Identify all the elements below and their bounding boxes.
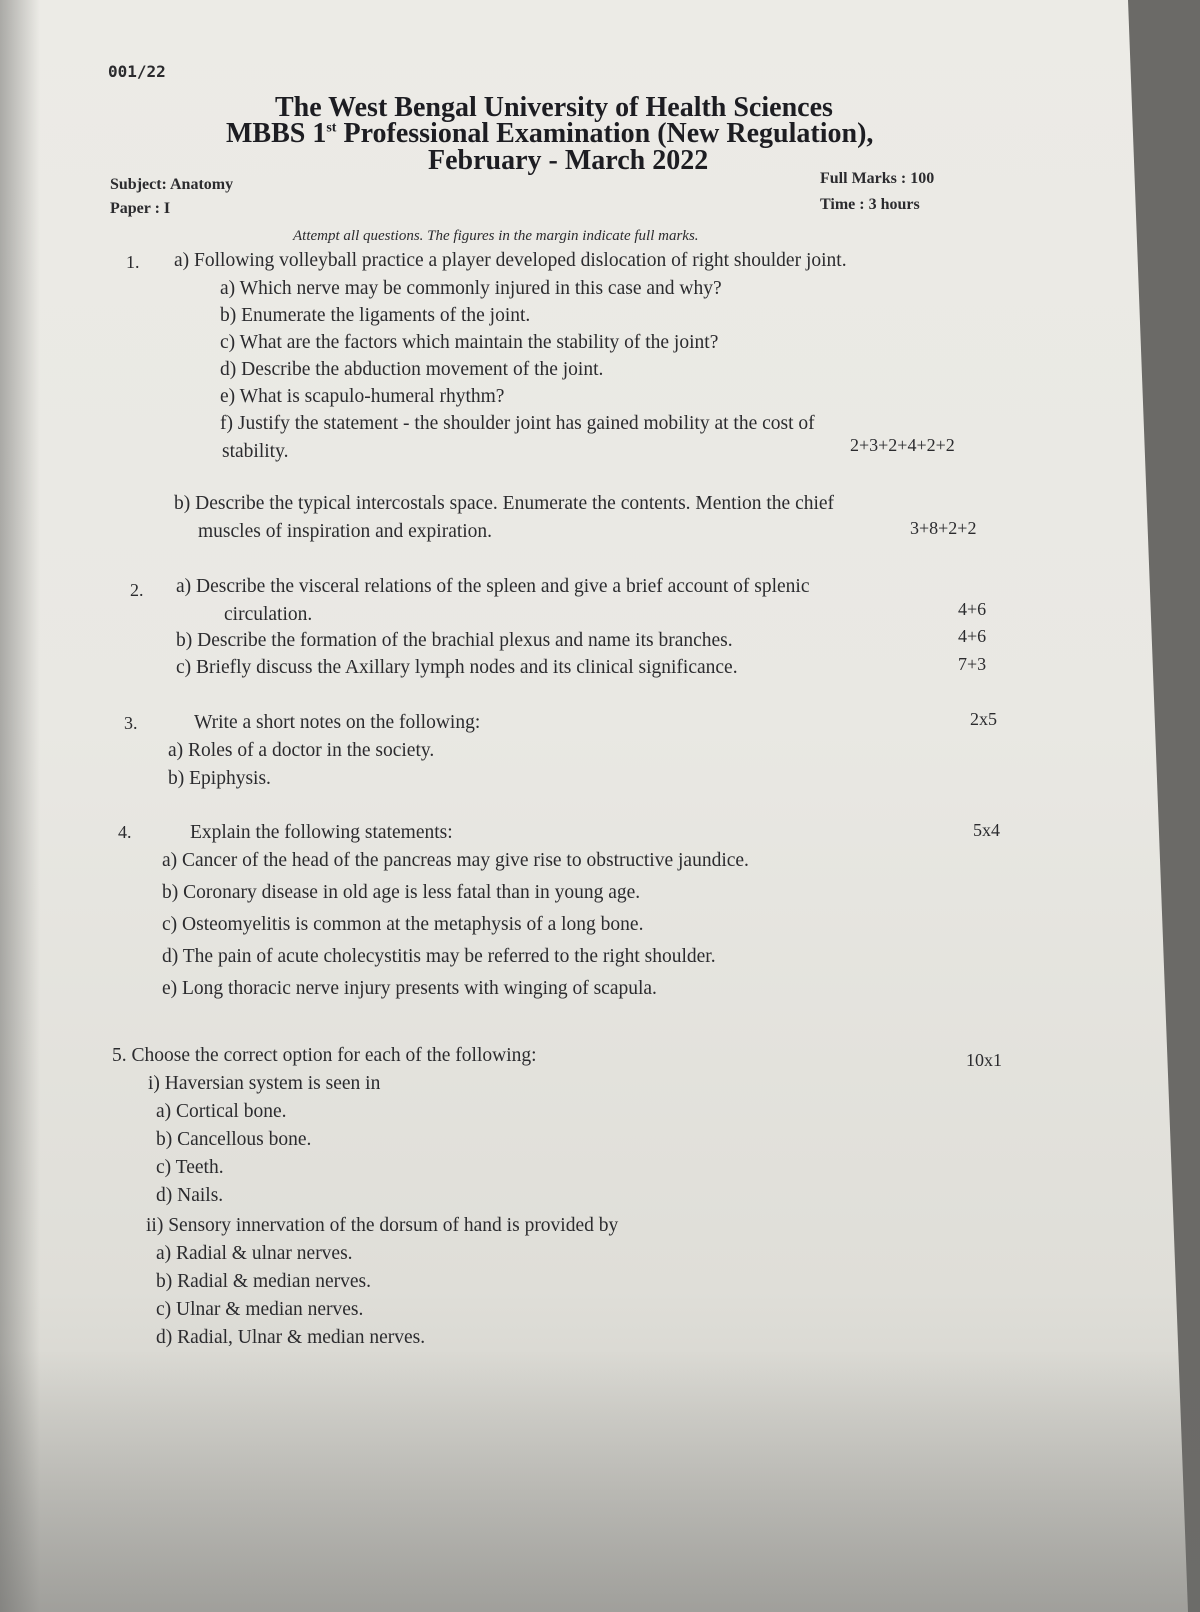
exam-session: February - March 2022 xyxy=(428,145,709,176)
q5-ii-stem: ii) Sensory innervation of the dorsum of hand is provided by xyxy=(146,1215,619,1236)
q5-ii-option-d: d) Radial, Ulnar & median nerves. xyxy=(156,1327,426,1348)
q1-a-part-d: d) Describe the abduction movement of the joint. xyxy=(220,359,604,380)
q3-marks: 2x5 xyxy=(970,709,997,729)
q1-a-part-e: e) What is scapulo-humeral rhythm? xyxy=(220,386,505,407)
q5-marks: 10x1 xyxy=(966,1050,1002,1070)
q1-b-line2: muscles of inspiration and expiration. xyxy=(198,521,493,542)
instructions: Attempt all questions. The figures in the margin indicate full marks. xyxy=(293,228,699,244)
full-marks: Full Marks : 100 xyxy=(820,170,935,187)
q4-item-b: b) Coronary disease in old age is less fatal than in young age. xyxy=(162,882,641,903)
q5-i-stem: i) Haversian system is seen in xyxy=(148,1073,381,1094)
paper-bottom-shadow xyxy=(0,1350,1200,1612)
q1-a-part-f: f) Justify the statement - the shoulder joint has gained mobility at the cost of xyxy=(220,413,815,434)
q3-number: 3. xyxy=(124,713,138,733)
q1-a-part-a: a) Which nerve may be commonly injured in this case and why? xyxy=(220,278,722,299)
q4-item-c: c) Osteomyelitis is common at the metaphysis of a long bone. xyxy=(162,914,644,935)
q5-i-option-b: b) Cancellous bone. xyxy=(156,1129,312,1150)
q1-a-marks: 2+3+2+4+2+2 xyxy=(850,435,955,455)
q2-a-marks: 4+6 xyxy=(958,599,987,619)
q3-title: Write a short notes on the following: xyxy=(194,712,481,733)
q1-a-part-b: b) Enumerate the ligaments of the joint. xyxy=(220,305,531,326)
q3-a: a) Roles of a doctor in the society. xyxy=(168,740,435,761)
q5-ii-option-c: c) Ulnar & median nerves. xyxy=(156,1299,364,1320)
q2-c-marks: 7+3 xyxy=(958,654,987,674)
paper-label: Paper : I xyxy=(110,200,171,217)
q4-item-e: e) Long thoracic nerve injury presents with winging of scapula. xyxy=(162,978,657,999)
q3-b: b) Epiphysis. xyxy=(168,768,271,789)
q2-c: c) Briefly discuss the Axillary lymph nodes and its clinical significance. xyxy=(176,657,738,678)
paper-code: 001/22 xyxy=(108,62,166,81)
q2-a-line2: circulation. xyxy=(224,604,313,625)
q4-item-d: d) The pain of acute cholecystitis may be referred to the right shoulder. xyxy=(162,946,716,967)
q5-ii-option-b: b) Radial & median nerves. xyxy=(156,1271,371,1292)
q1-a-part-f-cont: stability. xyxy=(222,441,289,462)
q1-number: 1. xyxy=(126,252,140,272)
q5-i-option-a: a) Cortical bone. xyxy=(156,1101,287,1122)
q4-item-a: a) Cancer of the head of the pancreas may give rise to obstructive jaundice. xyxy=(162,850,749,871)
q2-number: 2. xyxy=(130,580,144,600)
q5-i-option-d: d) Nails. xyxy=(156,1185,224,1206)
q2-a-line1: a) Describe the visceral relations of the spleen and give a brief account of splenic xyxy=(176,576,810,597)
exam-title: MBBS 1st Professional Examination (New Regulation), xyxy=(226,118,874,149)
q1-a-part-c: c) What are the factors which maintain the stability of the joint? xyxy=(220,332,719,353)
q4-title: Explain the following statements: xyxy=(190,822,453,843)
q1-b-marks: 3+8+2+2 xyxy=(910,518,977,538)
q1-a-intro: a) Following volleyball practice a player developed dislocation of right shoulder joint. xyxy=(174,250,847,271)
q4-marks: 5x4 xyxy=(973,820,1000,840)
q1-b-line1: b) Describe the typical intercostals space. Enumerate the contents. Mention the chief xyxy=(174,493,835,514)
subject-label: Subject: Anatomy xyxy=(110,176,234,193)
q5-title: 5. Choose the correct option for each of the following: xyxy=(112,1045,537,1066)
q5-i-option-c: c) Teeth. xyxy=(156,1157,224,1178)
time-allowed: Time : 3 hours xyxy=(820,196,920,213)
university-name: The West Bengal University of Health Sciences xyxy=(275,92,833,123)
q5-ii-option-a: a) Radial & ulnar nerves. xyxy=(156,1243,353,1264)
q2-b-marks: 4+6 xyxy=(958,626,987,646)
q4-number: 4. xyxy=(118,822,132,842)
q2-b: b) Describe the formation of the brachial plexus and name its branches. xyxy=(176,630,733,651)
